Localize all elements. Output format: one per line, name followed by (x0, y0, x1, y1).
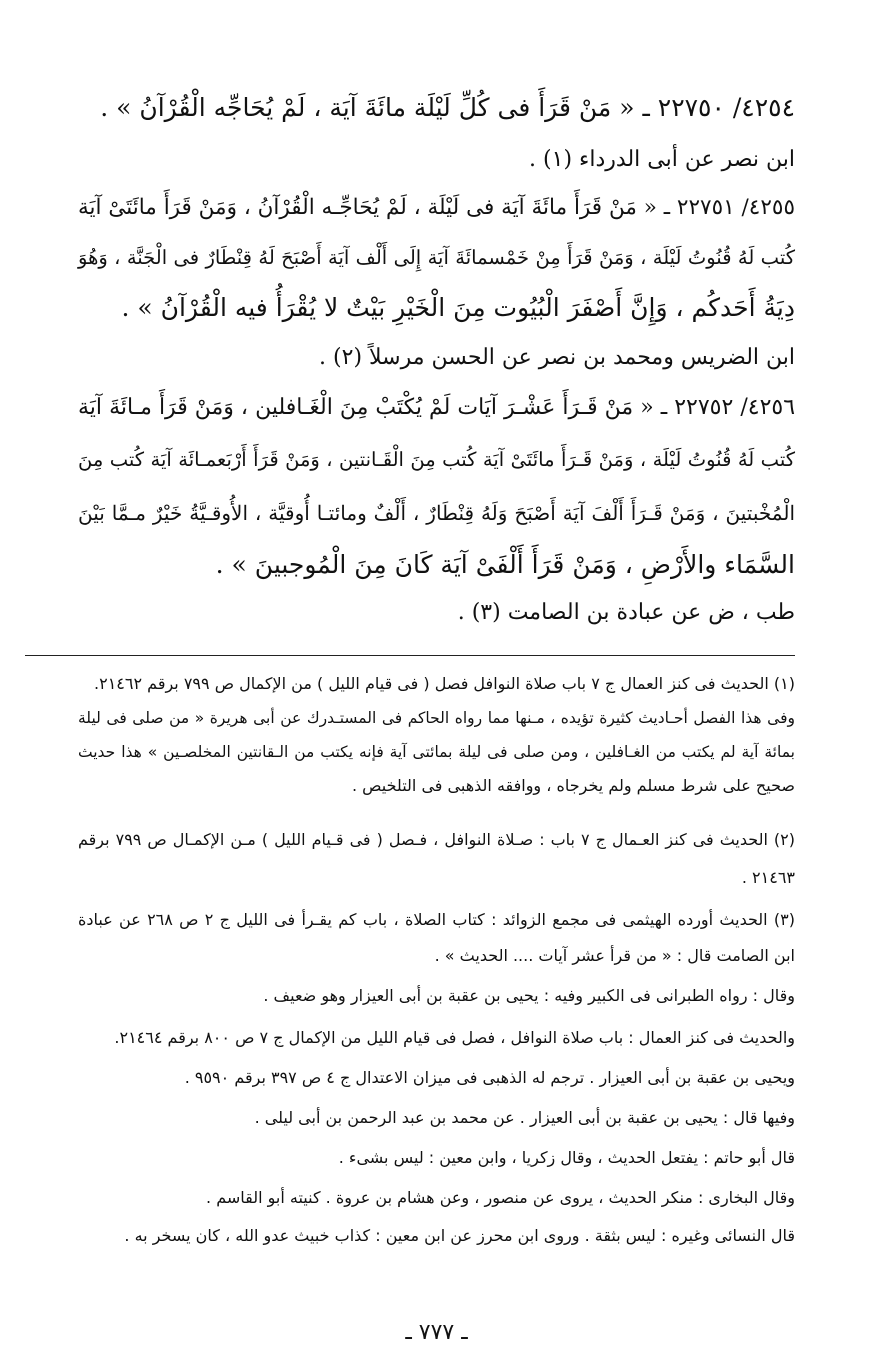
hadith-4255-line-2: كُتب لَهُ قُنُوتُ لَيْلَة ، وَمَنْ قَرَأَ مِنْ خَمْسمائَةَ آيَة إِلَى أَلْف آيَة أَصْبَحَ لَهُ قِنْطَارٌ فى الْجَنَّة ، وَهُوَ (78, 246, 795, 269)
footnote-3-line-9: قال النسائى وغيره : ليس بثقة . وروى ابن محرز عن ابن معين : كذاب خبيث عدو الله ، كان يسخر به . (124, 1226, 795, 1245)
hadith-4256-source: طب ، ض عن عبادة بن الصامت (٣) . (457, 600, 795, 625)
hadith-4255-source: ابن الضريس ومحمد بن نصر عن الحسن مرسلاً (٢) . (319, 345, 795, 370)
footnote-2-line-2: ٢١٤٦٣ . (741, 868, 795, 887)
footnote-3-line-7: قال أبو حاتم : يفتعل الحديث ، وقال زكريا ، وابن معين : ليس بشىء . (338, 1148, 795, 1167)
footnote-1-line-3: بمائة آية لم يكتب من الغـافلين ، ومن صلى فى ليلة بمائتى آية فإنه يكتب من الـقانتين المخلصـين » هذا حديث (78, 743, 795, 761)
footnote-1-line-2: وفى هذا الفصل أحـاديث كثيرة تؤيده ، مـنها مما رواه الحاكم فى المستـدرك عن أبى هريرة « من صلى فى ليلة (78, 709, 795, 727)
footnote-3-line-1: (٣) الحديث أورده الهيثمى فى مجمع الزوائد : كتاب الصلاة ، باب كم يقـرأ فى الليل ج ٢ ص ٢٦٨ عن عبادة (78, 910, 795, 929)
footnote-3-line-3: وقال : رواه الطبرانى فى الكبير وفيه : يحيى بن عقبة بن أبى العيزار وهو ضعيف . (263, 986, 795, 1005)
hadith-4255-line-1: ٤٢٥٥/ ٢٢٧٥١ ـ « مَنْ قَرَأَ مائَةَ آيَة فى لَيْلَة ، لَمْ يُحَاجِّـه الْقُرْآنُ ، وَمَنْ قَرَأَ مائَتَىْ آيَة (78, 195, 795, 220)
footnote-1-line-1: (١) الحديث فى كنز العمال ج ٧ باب صلاة النوافل فصل ( فى قيام الليل ) من الإكمال ص ٧٩٩ برقم ٢١٤٦٢. (94, 674, 795, 693)
hadith-4256-line-1: ٤٢٥٦/ ٢٢٧٥٢ ـ « مَنْ قَـرَأَ عَشْـرَ آيَات لَمْ يُكْتَبْ مِنَ الْغَـافلين ، وَمَنْ قَرَأَ مـائَةَ آيَة (78, 395, 796, 420)
footnote-1-line-4: صحيح على شرط مسلم ولم يخرجاه ، ووافقه الذهبى فى التلخيص . (352, 776, 795, 795)
hadith-4256-line-3: الْمُخْبتينَ ، وَمَنْ قَـرَأَ أَلْفَ آيَة أَصْبَحَ وَلَهُ قِنْطَارٌ ، أَلْفٌ ومائتـا أُوقيَّة ، الأُوقـيَّةُ خَيْرٌ مـمَّا بَيْنَ (78, 501, 795, 525)
hadith-4256-line-2: كُتب لَهُ قُنُوتُ لَيْلَة ، وَمَنْ قَـرَأَ مائَتَىْ آيَة كُتب مِنَ الْقَـانتين ، وَمَنْ قَرَأَ أَرْبَعمـائَة آيَة كُتب مِنَ (78, 448, 795, 471)
footnote-separator (25, 655, 795, 656)
hadith-4255-line-3: دِيَةُ أَحَدكُم ، وَإِنَّ أَصْفَرَ الْبُيُوت مِنَ الْخَيْرِ بَيْتٌ لا يُقْرَأُ فيه الْقُرْآنُ » . (121, 293, 795, 322)
footnote-3-line-4: والحديث فى كنز العمال : باب صلاة النوافل ، فصل فى قيام الليل من الإكمال ج ٧ ص ٨٠٠ برقم ٢١٤٦٤. (114, 1028, 795, 1047)
footnote-3-line-6: وفيها قال : يحيى بن عقبة بن أبى العيزار . عن محمد بن عبد الرحمن بن أبى ليلى . (254, 1108, 795, 1127)
page-number: ـ ٧٧٧ ـ (405, 1320, 468, 1345)
hadith-4254-line-1: ٤٢٥٤/ ٢٢٧٥٠ ـ « مَنْ قَرَأَ فى كُلِّ لَيْلَة مائَةَ آيَة ، لَمْ يُحَاجِّه الْقُرْآنُ » . (100, 93, 795, 122)
footnote-3-line-2: ابن الصامت قال : « من قرأ عشر آيات .... الحديث » . (434, 946, 795, 965)
footnote-3-line-5: ويحيى بن عقبة بن أبى العيزار . ترجم له الذهبى فى ميزان الاعتدال ج ٤ ص ٣٩٧ برقم ٩٥٩٠ . (184, 1068, 795, 1087)
footnote-2-line-1: (٢) الحديث فى كنز العـمال ج ٧ باب : صـلاة النوافل ، فـصل ( فى قـيام الليل ) مـن الإكمـال ص ٧٩٩ برقم (78, 830, 796, 849)
hadith-4256-line-4: السَّمَاء والأَرْضِ ، وَمَنْ قَرَأَ أَلْفَىْ آيَة كَانَ مِنَ الْمُوجبينَ » . (215, 550, 795, 579)
hadith-4254-source: ابن نصر عن أبى الدرداء (١) . (529, 147, 795, 172)
footnote-3-line-8: وقال البخارى : منكر الحديث ، يروى عن منصور ، وعن هشام بن عروة . كنيته أبو القاسم . (206, 1188, 795, 1207)
